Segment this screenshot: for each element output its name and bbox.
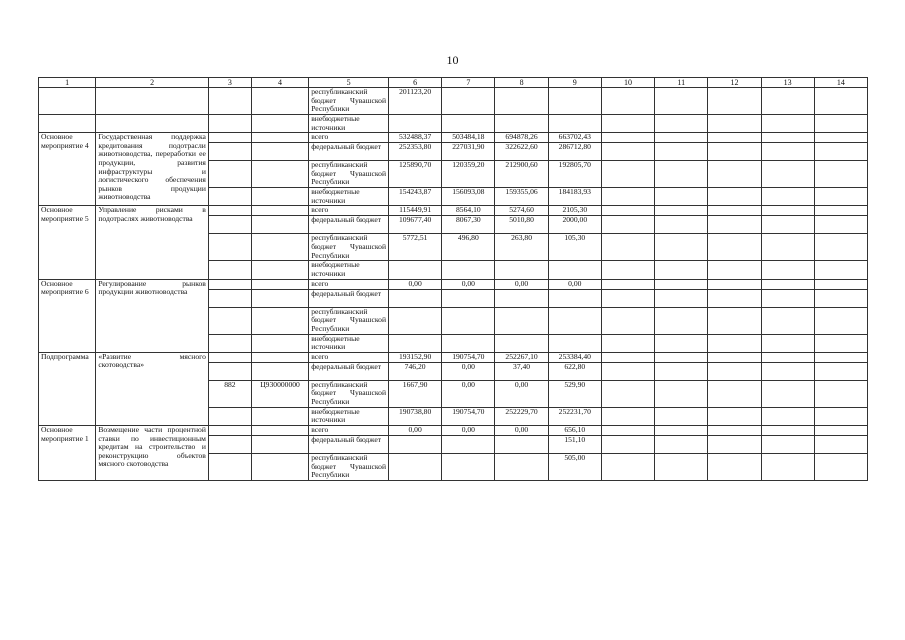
value-cell: 190754,70	[442, 407, 495, 425]
value-cell	[389, 435, 442, 453]
empty-cell	[655, 289, 708, 307]
header-cell: 13	[761, 78, 814, 88]
header-cell: 10	[601, 78, 654, 88]
empty-cell	[601, 334, 654, 352]
value-cell	[389, 289, 442, 307]
empty-cell	[761, 453, 814, 480]
empty-cell	[708, 380, 761, 407]
empty-cell	[708, 161, 761, 188]
table-row	[39, 88, 868, 115]
header-cell: 12	[708, 78, 761, 88]
code-cell	[251, 435, 308, 453]
value-cell	[548, 115, 601, 133]
table-row	[39, 115, 868, 133]
header-cell: 2	[96, 78, 209, 88]
header-cell: 3	[208, 78, 251, 88]
empty-cell	[708, 216, 761, 234]
empty-cell	[761, 362, 814, 380]
empty-cell	[814, 188, 867, 206]
value-cell: 159355,06	[495, 188, 548, 206]
table-row	[39, 279, 868, 289]
code-cell	[251, 362, 308, 380]
empty-cell	[655, 307, 708, 334]
value-cell: 8564,10	[442, 206, 495, 216]
empty-cell	[601, 352, 654, 362]
empty-cell	[601, 453, 654, 480]
activity-name-cell: Основное мероприятие 4	[39, 133, 96, 206]
value-cell	[495, 261, 548, 279]
value-cell: 0,00	[442, 380, 495, 407]
code-cell	[208, 362, 251, 380]
source-cell: федеральный бюджет	[309, 216, 389, 234]
code-cell	[208, 261, 251, 279]
empty-cell	[708, 88, 761, 115]
empty-cell	[655, 133, 708, 143]
source-cell: всего	[309, 279, 389, 289]
source-cell: внебюджетные источники	[309, 334, 389, 352]
empty-cell	[761, 115, 814, 133]
code-cell	[251, 206, 308, 216]
source-cell: внебюджетные источники	[309, 115, 389, 133]
source-cell: федеральный бюджет	[309, 362, 389, 380]
value-cell: 151,10	[548, 435, 601, 453]
value-cell: 190754,70	[442, 352, 495, 362]
source-cell: республиканский бюджет Чувашской Республики	[309, 307, 389, 334]
value-cell	[442, 334, 495, 352]
value-cell	[548, 307, 601, 334]
empty-cell	[814, 435, 867, 453]
value-cell: 184183,93	[548, 188, 601, 206]
code-cell	[251, 453, 308, 480]
activity-name-cell	[39, 88, 96, 115]
activity-name-cell: Основное мероприятие 6	[39, 279, 96, 352]
empty-cell	[814, 362, 867, 380]
empty-cell	[708, 425, 761, 435]
empty-cell	[655, 261, 708, 279]
value-cell: 109677,40	[389, 216, 442, 234]
source-cell: федеральный бюджет	[309, 435, 389, 453]
empty-cell	[655, 435, 708, 453]
code-cell	[251, 261, 308, 279]
code-cell	[251, 307, 308, 334]
value-cell: 0,00	[389, 425, 442, 435]
empty-cell	[655, 279, 708, 289]
code-cell	[251, 161, 308, 188]
value-cell: 746,20	[389, 362, 442, 380]
empty-cell	[708, 115, 761, 133]
activity-description-cell	[96, 115, 209, 133]
value-cell: 2105,30	[548, 206, 601, 216]
value-cell: 192805,70	[548, 161, 601, 188]
empty-cell	[814, 352, 867, 362]
empty-cell	[708, 352, 761, 362]
activity-name-cell: Основное мероприятие 1	[39, 425, 96, 480]
code-cell	[208, 334, 251, 352]
value-cell: 496,80	[442, 234, 495, 261]
empty-cell	[708, 188, 761, 206]
code-cell: Ц930000000	[251, 380, 308, 407]
empty-cell	[761, 289, 814, 307]
empty-cell	[601, 216, 654, 234]
code-cell	[208, 279, 251, 289]
table-row	[39, 206, 868, 216]
empty-cell	[814, 425, 867, 435]
value-cell	[495, 289, 548, 307]
value-cell: 5772,51	[389, 234, 442, 261]
empty-cell	[814, 115, 867, 133]
code-cell	[251, 279, 308, 289]
source-cell: федеральный бюджет	[309, 143, 389, 161]
value-cell: 622,80	[548, 362, 601, 380]
value-cell: 253384,40	[548, 352, 601, 362]
header-cell: 8	[495, 78, 548, 88]
empty-cell	[655, 88, 708, 115]
empty-cell	[761, 334, 814, 352]
empty-cell	[601, 161, 654, 188]
code-cell	[208, 188, 251, 206]
value-cell: 120359,20	[442, 161, 495, 188]
empty-cell	[601, 188, 654, 206]
value-cell	[389, 115, 442, 133]
code-cell	[251, 88, 308, 115]
code-cell	[251, 407, 308, 425]
header-cell: 11	[655, 78, 708, 88]
value-cell	[495, 453, 548, 480]
header-cell: 1	[39, 78, 96, 88]
empty-cell	[761, 261, 814, 279]
empty-cell	[601, 362, 654, 380]
empty-cell	[761, 307, 814, 334]
header-cell: 7	[442, 78, 495, 88]
empty-cell	[761, 425, 814, 435]
value-cell	[495, 307, 548, 334]
empty-cell	[761, 279, 814, 289]
value-cell: 0,00	[495, 425, 548, 435]
code-cell	[251, 334, 308, 352]
source-cell: внебюджетные источники	[309, 261, 389, 279]
empty-cell	[708, 133, 761, 143]
code-cell	[251, 143, 308, 161]
code-cell	[208, 133, 251, 143]
value-cell: 5274,60	[495, 206, 548, 216]
empty-cell	[708, 334, 761, 352]
value-cell: 0,00	[442, 425, 495, 435]
code-cell	[208, 407, 251, 425]
code-cell	[208, 425, 251, 435]
code-cell	[251, 133, 308, 143]
header-cell: 4	[251, 78, 308, 88]
code-cell: 882	[208, 380, 251, 407]
value-cell: 0,00	[442, 362, 495, 380]
header-cell: 9	[548, 78, 601, 88]
header-cell: 14	[814, 78, 867, 88]
value-cell: 0,00	[495, 279, 548, 289]
code-cell	[208, 88, 251, 115]
code-cell	[208, 161, 251, 188]
value-cell: 263,80	[495, 234, 548, 261]
value-cell: 252231,70	[548, 407, 601, 425]
activity-name-cell	[39, 115, 96, 133]
value-cell	[495, 115, 548, 133]
value-cell: 227031,90	[442, 143, 495, 161]
table-row	[39, 133, 868, 143]
empty-cell	[601, 307, 654, 334]
empty-cell	[601, 88, 654, 115]
empty-cell	[708, 453, 761, 480]
empty-cell	[814, 453, 867, 480]
empty-cell	[601, 279, 654, 289]
value-cell: 8067,30	[442, 216, 495, 234]
value-cell	[389, 261, 442, 279]
value-cell: 156093,08	[442, 188, 495, 206]
empty-cell	[761, 407, 814, 425]
table-row	[39, 352, 868, 362]
value-cell	[548, 334, 601, 352]
empty-cell	[814, 380, 867, 407]
value-cell: 0,00	[548, 279, 601, 289]
value-cell: 252267,10	[495, 352, 548, 362]
empty-cell	[761, 216, 814, 234]
code-cell	[208, 206, 251, 216]
code-cell	[251, 234, 308, 261]
empty-cell	[655, 425, 708, 435]
empty-cell	[814, 88, 867, 115]
empty-cell	[601, 143, 654, 161]
value-cell: 663702,43	[548, 133, 601, 143]
code-cell	[251, 425, 308, 435]
code-cell	[208, 143, 251, 161]
empty-cell	[708, 435, 761, 453]
table-row	[39, 425, 868, 435]
value-cell: 322622,60	[495, 143, 548, 161]
empty-cell	[601, 380, 654, 407]
value-cell	[442, 261, 495, 279]
source-cell: республиканский бюджет Чувашской Республики	[309, 380, 389, 407]
empty-cell	[708, 307, 761, 334]
value-cell: 286712,80	[548, 143, 601, 161]
activity-description-cell: Управление рисками в подотраслях животноводства	[96, 206, 209, 279]
activity-description-cell: Государственная поддержка кредитования подотрасли животноводства, переработки ее продукции, развития инфраструктуры и логистического обеспечения рынков продукции животноводства	[96, 133, 209, 206]
value-cell: 212900,60	[495, 161, 548, 188]
value-cell: 201123,20	[389, 88, 442, 115]
value-cell	[495, 88, 548, 115]
source-cell: республиканский бюджет Чувашской Республики	[309, 88, 389, 115]
empty-cell	[655, 115, 708, 133]
value-cell: 694878,26	[495, 133, 548, 143]
empty-cell	[708, 407, 761, 425]
empty-cell	[655, 161, 708, 188]
empty-cell	[761, 234, 814, 261]
source-cell: внебюджетные источники	[309, 188, 389, 206]
empty-cell	[708, 362, 761, 380]
value-cell: 193152,90	[389, 352, 442, 362]
source-cell: республиканский бюджет Чувашской Республики	[309, 161, 389, 188]
value-cell	[442, 307, 495, 334]
empty-cell	[761, 188, 814, 206]
value-cell	[442, 88, 495, 115]
source-cell: федеральный бюджет	[309, 289, 389, 307]
page-number: 10	[446, 53, 459, 67]
empty-cell	[601, 133, 654, 143]
activity-description-cell: Возмещение части процентной ставки по инвестиционным кредитам на строительство и реконструкцию объектов мясного скотоводства	[96, 425, 209, 480]
empty-cell	[761, 352, 814, 362]
code-cell	[251, 188, 308, 206]
value-cell: 1667,90	[389, 380, 442, 407]
empty-cell	[814, 289, 867, 307]
value-cell	[442, 115, 495, 133]
empty-cell	[814, 161, 867, 188]
value-cell	[389, 334, 442, 352]
code-cell	[251, 289, 308, 307]
empty-cell	[761, 133, 814, 143]
value-cell: 252353,80	[389, 143, 442, 161]
empty-cell	[761, 161, 814, 188]
empty-cell	[655, 234, 708, 261]
budget-table	[38, 77, 868, 481]
value-cell: 154243,87	[389, 188, 442, 206]
source-cell: всего	[309, 425, 389, 435]
empty-cell	[814, 133, 867, 143]
activity-description-cell	[96, 88, 209, 115]
value-cell: 252229,70	[495, 407, 548, 425]
empty-cell	[708, 143, 761, 161]
value-cell: 0,00	[389, 279, 442, 289]
header-cell: 6	[389, 78, 442, 88]
value-cell: 0,00	[495, 380, 548, 407]
value-cell	[495, 435, 548, 453]
code-cell	[208, 289, 251, 307]
empty-cell	[814, 206, 867, 216]
empty-cell	[601, 435, 654, 453]
value-cell: 190738,80	[389, 407, 442, 425]
value-cell: 125890,70	[389, 161, 442, 188]
empty-cell	[708, 261, 761, 279]
code-cell	[208, 216, 251, 234]
empty-cell	[708, 234, 761, 261]
empty-cell	[814, 334, 867, 352]
empty-cell	[708, 279, 761, 289]
empty-cell	[655, 143, 708, 161]
empty-cell	[601, 206, 654, 216]
value-cell: 529,90	[548, 380, 601, 407]
empty-cell	[655, 362, 708, 380]
value-cell: 0,00	[442, 279, 495, 289]
empty-cell	[655, 380, 708, 407]
empty-cell	[814, 143, 867, 161]
value-cell	[442, 435, 495, 453]
empty-cell	[655, 352, 708, 362]
code-cell	[208, 435, 251, 453]
value-cell	[442, 289, 495, 307]
value-cell: 115449,91	[389, 206, 442, 216]
empty-cell	[761, 88, 814, 115]
empty-cell	[601, 234, 654, 261]
value-cell: 532488,37	[389, 133, 442, 143]
empty-cell	[655, 216, 708, 234]
empty-cell	[708, 206, 761, 216]
empty-cell	[601, 261, 654, 279]
value-cell	[548, 88, 601, 115]
value-cell: 5010,80	[495, 216, 548, 234]
empty-cell	[601, 425, 654, 435]
code-cell	[251, 216, 308, 234]
value-cell: 105,30	[548, 234, 601, 261]
value-cell	[548, 261, 601, 279]
empty-cell	[814, 307, 867, 334]
value-cell: 505,00	[548, 453, 601, 480]
empty-cell	[814, 234, 867, 261]
source-cell: внебюджетные источники	[309, 407, 389, 425]
empty-cell	[708, 289, 761, 307]
source-cell: республиканский бюджет Чувашской Республики	[309, 234, 389, 261]
empty-cell	[655, 407, 708, 425]
code-cell	[251, 352, 308, 362]
empty-cell	[761, 206, 814, 216]
empty-cell	[655, 188, 708, 206]
empty-cell	[655, 453, 708, 480]
code-cell	[208, 307, 251, 334]
value-cell	[495, 334, 548, 352]
source-cell: всего	[309, 352, 389, 362]
code-cell	[251, 115, 308, 133]
activity-name-cell: Основное мероприятие 5	[39, 206, 96, 279]
empty-cell	[814, 216, 867, 234]
header-cell: 5	[309, 78, 389, 88]
value-cell: 37,40	[495, 362, 548, 380]
empty-cell	[814, 279, 867, 289]
source-cell: республиканский бюджет Чувашской Республики	[309, 453, 389, 480]
activity-name-cell: Подпрограмма	[39, 352, 96, 425]
empty-cell	[761, 435, 814, 453]
value-cell	[389, 453, 442, 480]
header-row	[39, 78, 868, 88]
empty-cell	[655, 334, 708, 352]
activity-description-cell: Регулирование рынков продукции животноводства	[96, 279, 209, 352]
empty-cell	[814, 407, 867, 425]
empty-cell	[601, 289, 654, 307]
value-cell: 503484,18	[442, 133, 495, 143]
value-cell	[548, 289, 601, 307]
empty-cell	[761, 380, 814, 407]
empty-cell	[655, 206, 708, 216]
value-cell	[442, 453, 495, 480]
empty-cell	[601, 115, 654, 133]
code-cell	[208, 453, 251, 480]
activity-description-cell: «Развитие мясного скотоводства»	[96, 352, 209, 425]
source-cell: всего	[309, 206, 389, 216]
empty-cell	[601, 407, 654, 425]
value-cell: 2000,00	[548, 216, 601, 234]
value-cell: 656,10	[548, 425, 601, 435]
empty-cell	[761, 143, 814, 161]
code-cell	[208, 352, 251, 362]
code-cell	[208, 234, 251, 261]
empty-cell	[814, 261, 867, 279]
value-cell	[389, 307, 442, 334]
code-cell	[208, 115, 251, 133]
source-cell: всего	[309, 133, 389, 143]
